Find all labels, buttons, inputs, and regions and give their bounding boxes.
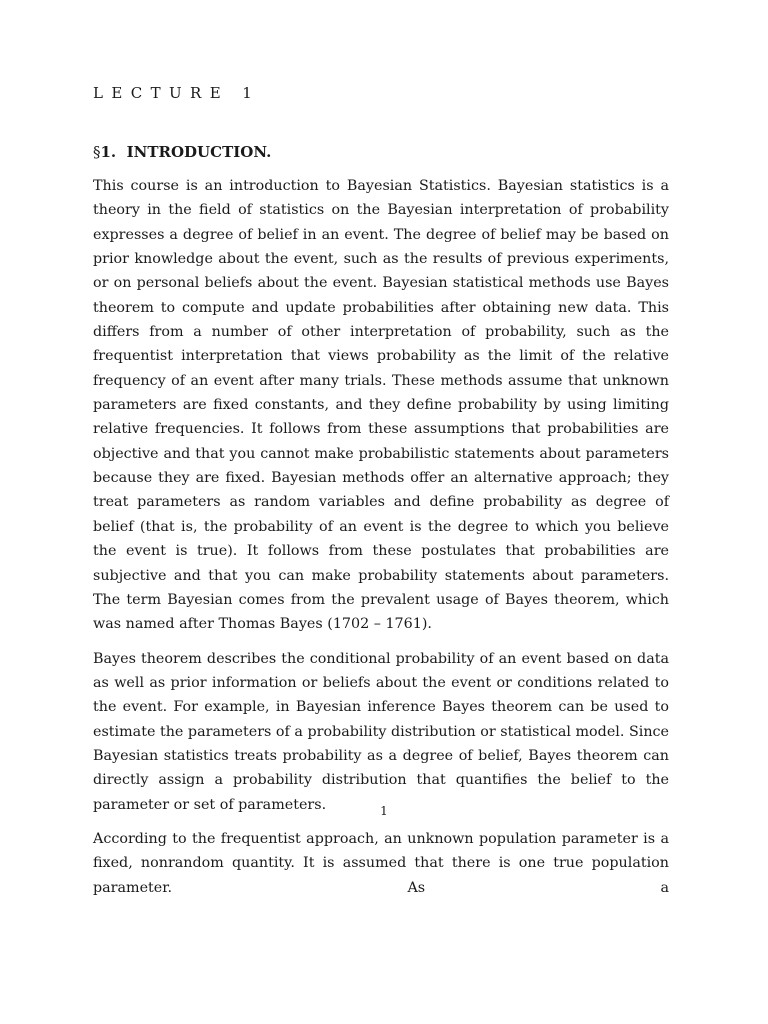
section-heading [93, 143, 271, 161]
section-number: 1. [100, 143, 117, 161]
paragraph-bayes-theorem: Bayes theorem describes the conditional probability of an event based on data as well as prior information or beliefs about the event or conditions related to the event. For example, in Bayesian inference Bayes theorem can be used to estimate the parameters of a probability distribution or statistical model. Since Bayesian statistics treats probability as a degree of belief, Bayes theorem can directly assign a probability distribution that quantifies the belief to the parameter or set of parameters. [93, 650, 669, 813]
lecture-heading: LECTURE 1 [93, 84, 261, 102]
paragraph-frequentist: According to the frequentist approach, an unknown population parameter is a fixed, nonrandom quantity. It is assumed that there is one true population parameter. As a [93, 830, 669, 896]
paragraph-intro: This course is an introduction to Bayesian Statistics. Bayesian statistics is a theory in the field of statistics on the Bayesian interpretation of probability expresses a degree of belief in an event. The degree of belief may be based on prior knowledge about the event, such as the results of previous experiments, or on personal beliefs about the event. Bayesian statistical methods use Bayes theorem to compute and update probabilities after obtaining new data. This differs from a number of other interpretation of probability, such as the frequentist interpretation that views probability as the limit of the relative frequency of an event after many trials. These methods assume that unknown parameters are fixed constants, and they define probability by using limiting relative frequencies. It follows from these assumptions that probabilities are objective and that you cannot make probabilistic statements about parameters because they are fixed. Bayesian methods offer an alternative approach; they treat parameters as random variables and define probability as degree of belief (that is, the probability of an event is the degree to which you believe the event is true). It follows from these postulates that probabilities are subjective and that you can make probability statements about parameters. The term Bayesian comes from the prevalent usage of Bayes theorem, which was named after Thomas Bayes (1702 – 1761). [93, 178, 669, 633]
section-symbol: § [93, 143, 101, 161]
page-number: 1 [380, 804, 388, 818]
section-title: INTRODUCTION. [126, 143, 272, 161]
body-text [93, 174, 669, 910]
